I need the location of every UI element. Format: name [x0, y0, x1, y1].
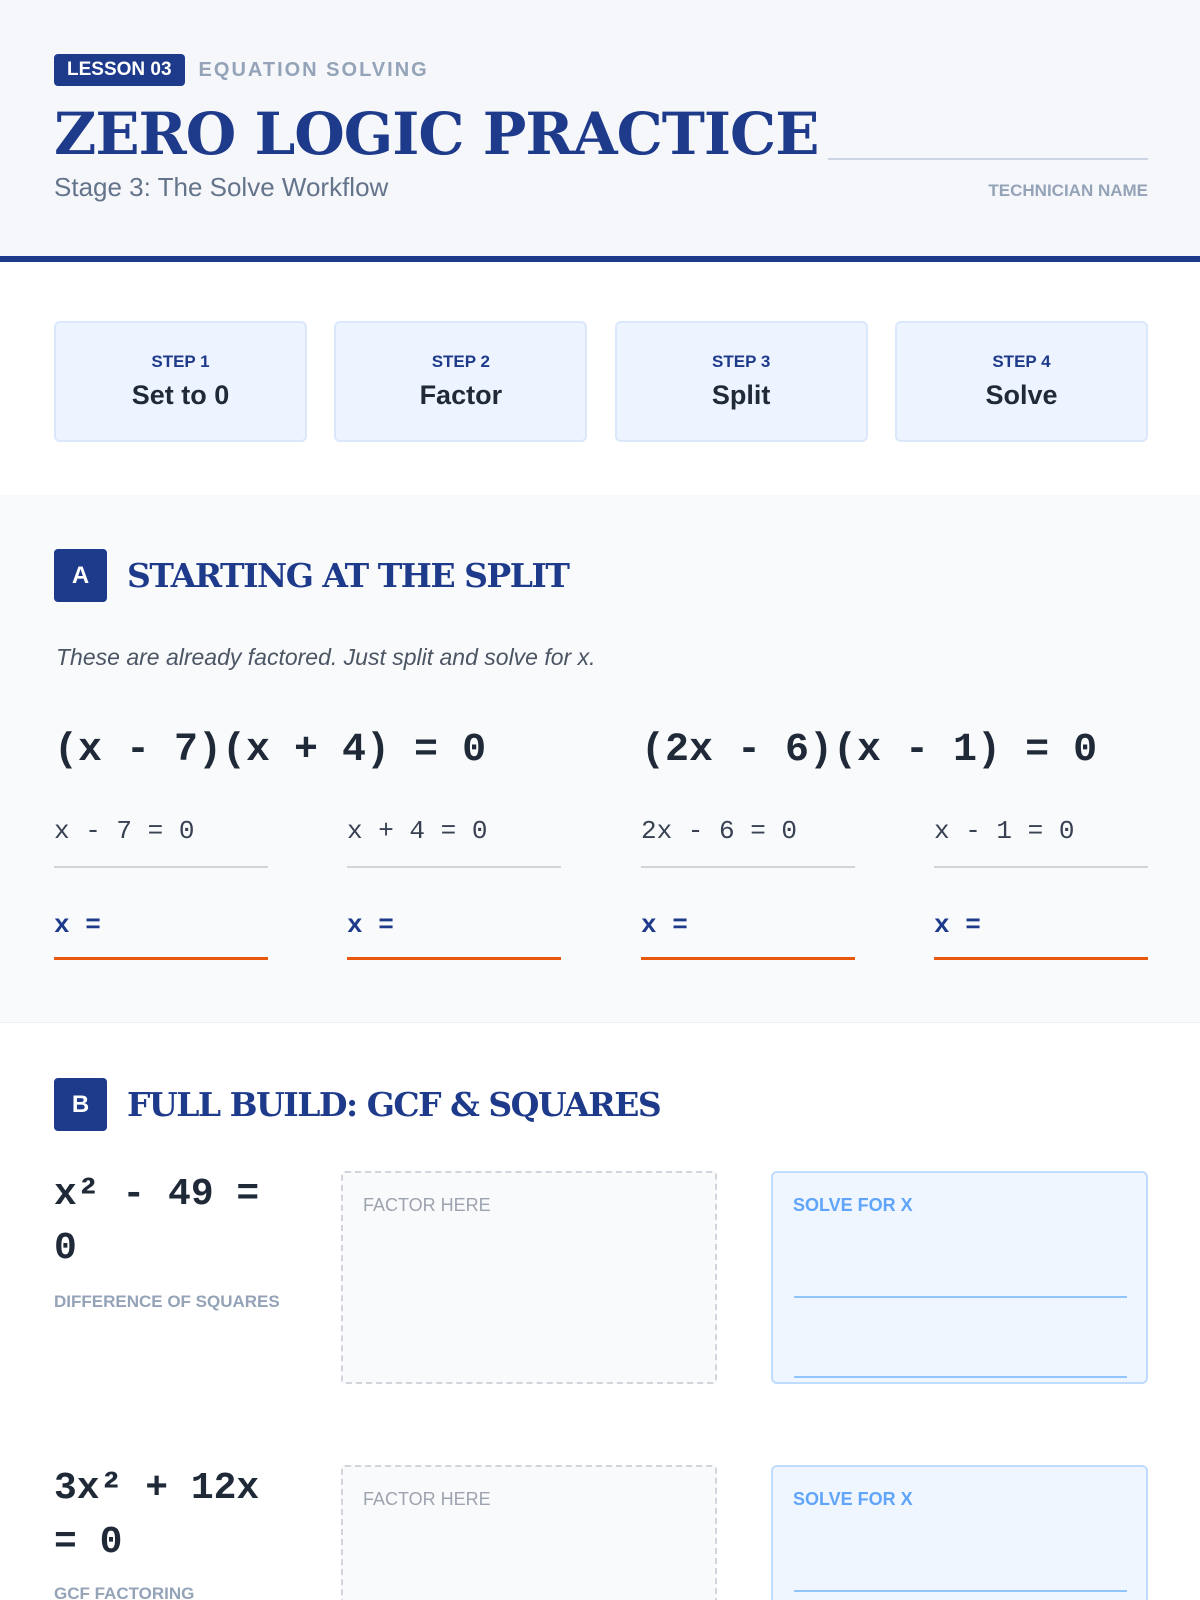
answer-field[interactable]: x =: [641, 910, 855, 960]
solve-work-area[interactable]: [771, 1465, 1148, 1600]
section-badge: B: [54, 1078, 107, 1131]
answer-field[interactable]: x =: [347, 910, 561, 960]
factor-label: FACTOR HERE: [363, 1195, 491, 1215]
page-subtitle: Stage 3: The Solve Workflow: [54, 172, 389, 202]
split-factor-equation: 2x - 6 = 0: [641, 816, 855, 868]
step-name: Set to 0: [131, 380, 230, 410]
factored-equation: (x - 7)(x + 4) = 0: [54, 728, 487, 773]
step-card-4: [895, 321, 1148, 442]
technician-name-label: TECHNICIAN NAME: [988, 181, 1148, 200]
split-column: [54, 816, 268, 960]
split-column: [641, 816, 855, 960]
section-title: STARTING AT THE SPLIT: [127, 556, 569, 595]
answer-field[interactable]: x =: [934, 910, 1148, 960]
section-title: FULL BUILD: GCF & SQUARES: [127, 1085, 661, 1124]
split-factor-equation: x - 7 = 0: [54, 816, 268, 868]
section-badge: A: [54, 549, 107, 602]
split-factor-equation: x + 4 = 0: [347, 816, 561, 868]
step-number: STEP 3: [712, 352, 771, 371]
step-name: Factor: [419, 380, 503, 410]
step-card-2: [334, 321, 587, 442]
split-column: [347, 816, 561, 960]
step-card-1: [54, 321, 307, 442]
solve-label: SOLVE FOR X: [793, 1195, 913, 1215]
step-number: STEP 1: [151, 352, 210, 371]
step-name: Split: [711, 380, 771, 410]
problem-equation: 3x² + 12x = 0: [54, 1467, 260, 1564]
workflow-steps: [54, 321, 1148, 442]
lesson-row: [54, 54, 429, 86]
step-number: STEP 2: [431, 352, 490, 371]
factored-equation: (2x - 6)(x - 1) = 0: [641, 728, 1098, 773]
section-b-heading: [54, 1078, 660, 1131]
factor-label: FACTOR HERE: [363, 1489, 491, 1509]
section-a: [0, 495, 1200, 1023]
section-a-heading: [54, 549, 568, 602]
solve-work-area[interactable]: [771, 1171, 1148, 1384]
problem-equation: x² - 49 = 0: [54, 1173, 260, 1270]
factor-work-area[interactable]: [341, 1171, 717, 1384]
step-number: STEP 4: [992, 352, 1051, 371]
solve-label: SOLVE FOR X: [793, 1489, 913, 1509]
split-column: [934, 816, 1148, 960]
answer-field[interactable]: x =: [54, 910, 268, 960]
technician-name-field[interactable]: [828, 158, 1148, 160]
problem-type-label: GCF FACTORING: [54, 1584, 195, 1600]
split-factor-equation: x - 1 = 0: [934, 816, 1148, 868]
answer-line[interactable]: [794, 1590, 1127, 1592]
step-card-3: [615, 321, 868, 442]
worksheet-header: [0, 0, 1200, 262]
lesson-badge: LESSON 03: [54, 54, 185, 86]
problem-type-label: DIFFERENCE OF SQUARES: [54, 1292, 280, 1311]
lesson-topic: EQUATION SOLVING: [198, 58, 429, 81]
step-name: Solve: [985, 380, 1058, 410]
factor-work-area[interactable]: [341, 1465, 717, 1600]
section-instructions: These are already factored. Just split and solve for x.: [56, 644, 596, 670]
answer-line[interactable]: [794, 1376, 1127, 1378]
answer-line[interactable]: [794, 1296, 1127, 1298]
page-title: ZERO LOGIC PRACTICE: [54, 100, 819, 168]
